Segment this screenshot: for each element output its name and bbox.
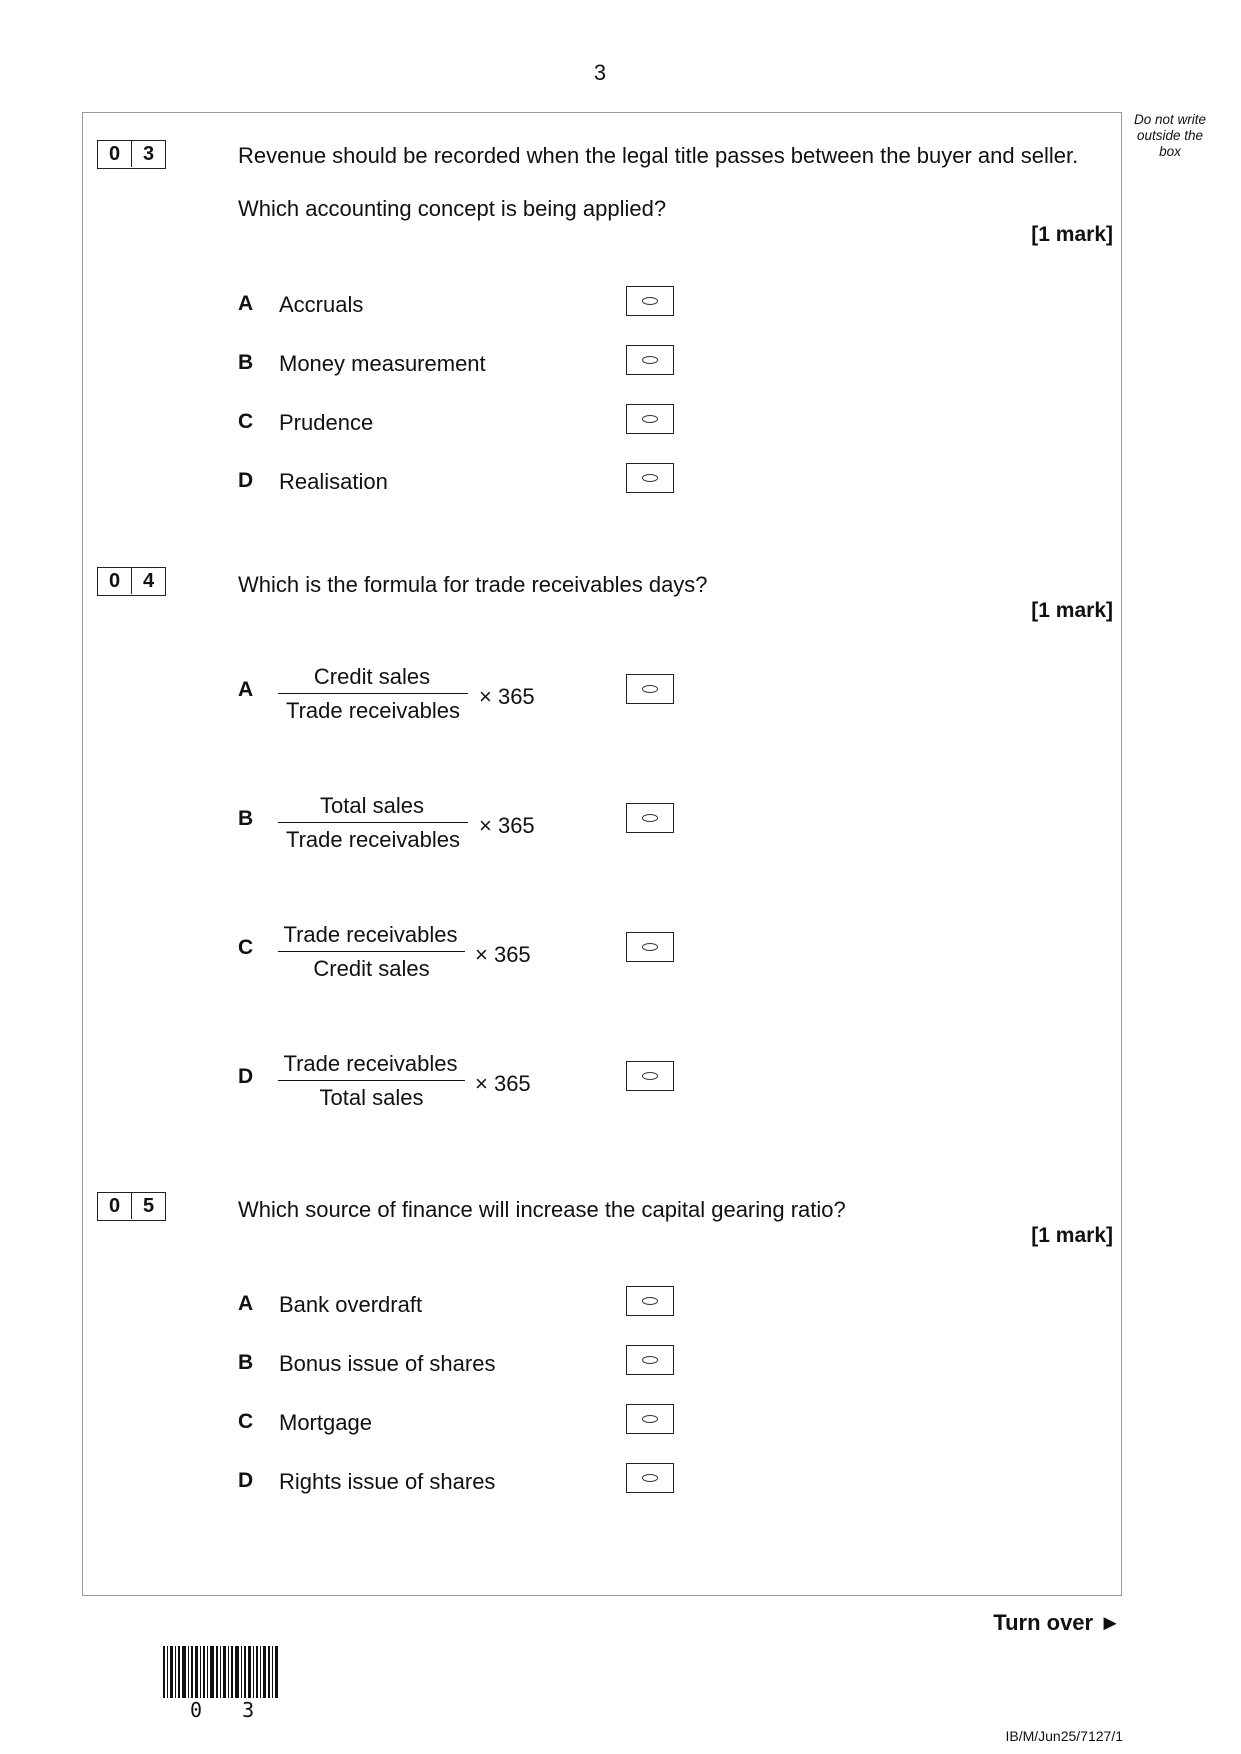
option-label: Accruals (279, 292, 364, 317)
formula-denominator: Credit sales (313, 956, 430, 981)
question-number-digit: 0 (108, 143, 121, 165)
formula-denominator: Total sales (319, 1085, 424, 1110)
option-letter: B (238, 807, 254, 830)
turn-over-label: Turn over ► (993, 1610, 1121, 1635)
option-letter: B (238, 351, 254, 374)
answer-box[interactable] (626, 1463, 674, 1493)
question-number-digit: 5 (131, 1193, 165, 1219)
page-number: 3 (593, 60, 607, 85)
option-letter: A (238, 292, 254, 315)
formula-denominator: Trade receivables (285, 698, 461, 723)
answer-oval-icon (642, 814, 658, 822)
answer-oval-icon (642, 297, 658, 305)
option-letter: D (238, 469, 254, 492)
paper-code: IB/M/Jun25/7127/1 (1005, 1728, 1123, 1744)
option-label: Realisation (279, 469, 388, 494)
answer-oval-icon (642, 1297, 658, 1305)
option-letter: A (238, 678, 254, 701)
formula-multiplier: × 365 (479, 813, 535, 838)
answer-oval-icon (642, 1415, 658, 1423)
answer-box[interactable] (626, 932, 674, 962)
question-number-digit: 3 (131, 141, 165, 167)
barcode-icon (163, 1646, 278, 1698)
answer-box[interactable] (626, 404, 674, 434)
option-letter: C (238, 410, 254, 433)
option-label: Prudence (279, 410, 374, 435)
answer-oval-icon (642, 1474, 658, 1482)
formula-fraction (278, 1051, 465, 1111)
formula-fraction (278, 793, 468, 853)
margin-note: Do not write outside the box (1133, 112, 1207, 159)
mark-allocation: [1 mark] (1031, 599, 1113, 622)
formula-fraction (278, 664, 468, 724)
answer-oval-icon (642, 474, 658, 482)
question-number-digit: 0 (108, 1195, 121, 1217)
question-text: Which source of finance will increase the capital gearing ratio? (238, 1197, 846, 1222)
answer-oval-icon (642, 1356, 658, 1364)
answer-box[interactable] (626, 674, 674, 704)
answer-box[interactable] (626, 1345, 674, 1375)
option-label: Bank overdraft (279, 1292, 423, 1317)
answer-box[interactable] (626, 345, 674, 375)
formula-numerator: Trade receivables (278, 922, 465, 952)
answer-box[interactable] (626, 286, 674, 316)
answer-box[interactable] (626, 1286, 674, 1316)
answer-box[interactable] (626, 1061, 674, 1091)
option-letter: B (238, 1351, 254, 1374)
option-letter: C (238, 936, 254, 959)
option-letter: C (238, 1410, 254, 1433)
option-label: Bonus issue of shares (279, 1351, 496, 1376)
formula-denominator: Trade receivables (285, 827, 461, 852)
answer-box[interactable] (626, 463, 674, 493)
answer-box[interactable] (626, 803, 674, 833)
formula-multiplier: × 365 (475, 942, 531, 967)
question-number-box (97, 140, 166, 169)
option-letter: A (238, 1292, 254, 1315)
answer-oval-icon (642, 415, 658, 423)
mark-allocation: [1 mark] (1031, 1224, 1113, 1247)
answer-box[interactable] (626, 1404, 674, 1434)
formula-multiplier: × 365 (479, 684, 535, 709)
question-number-box (97, 1192, 166, 1221)
question-number-box (97, 567, 166, 596)
answer-oval-icon (642, 1072, 658, 1080)
formula-fraction (278, 922, 465, 982)
formula-multiplier: × 365 (475, 1071, 531, 1096)
answer-oval-icon (642, 356, 658, 364)
answer-oval-icon (642, 685, 658, 693)
question-number-digit: 0 (108, 570, 121, 592)
formula-numerator: Credit sales (278, 664, 468, 694)
question-subtext: Which accounting concept is being applied? (238, 196, 667, 221)
formula-numerator: Trade receivables (278, 1051, 465, 1081)
option-label: Rights issue of shares (279, 1469, 496, 1494)
question-text: Which is the formula for trade receivables days? (238, 572, 708, 597)
question-text: Revenue should be recorded when the legal title passes between the buyer and seller. (238, 143, 1079, 168)
option-label: Money measurement (279, 351, 486, 376)
option-label: Mortgage (279, 1410, 372, 1435)
option-letter: D (238, 1065, 254, 1088)
answer-oval-icon (642, 943, 658, 951)
question-number-digit: 4 (131, 568, 165, 594)
option-letter: D (238, 1469, 254, 1492)
mark-allocation: [1 mark] (1031, 223, 1113, 246)
barcode-number: 0 3 (190, 1698, 269, 1722)
formula-numerator: Total sales (278, 793, 468, 823)
